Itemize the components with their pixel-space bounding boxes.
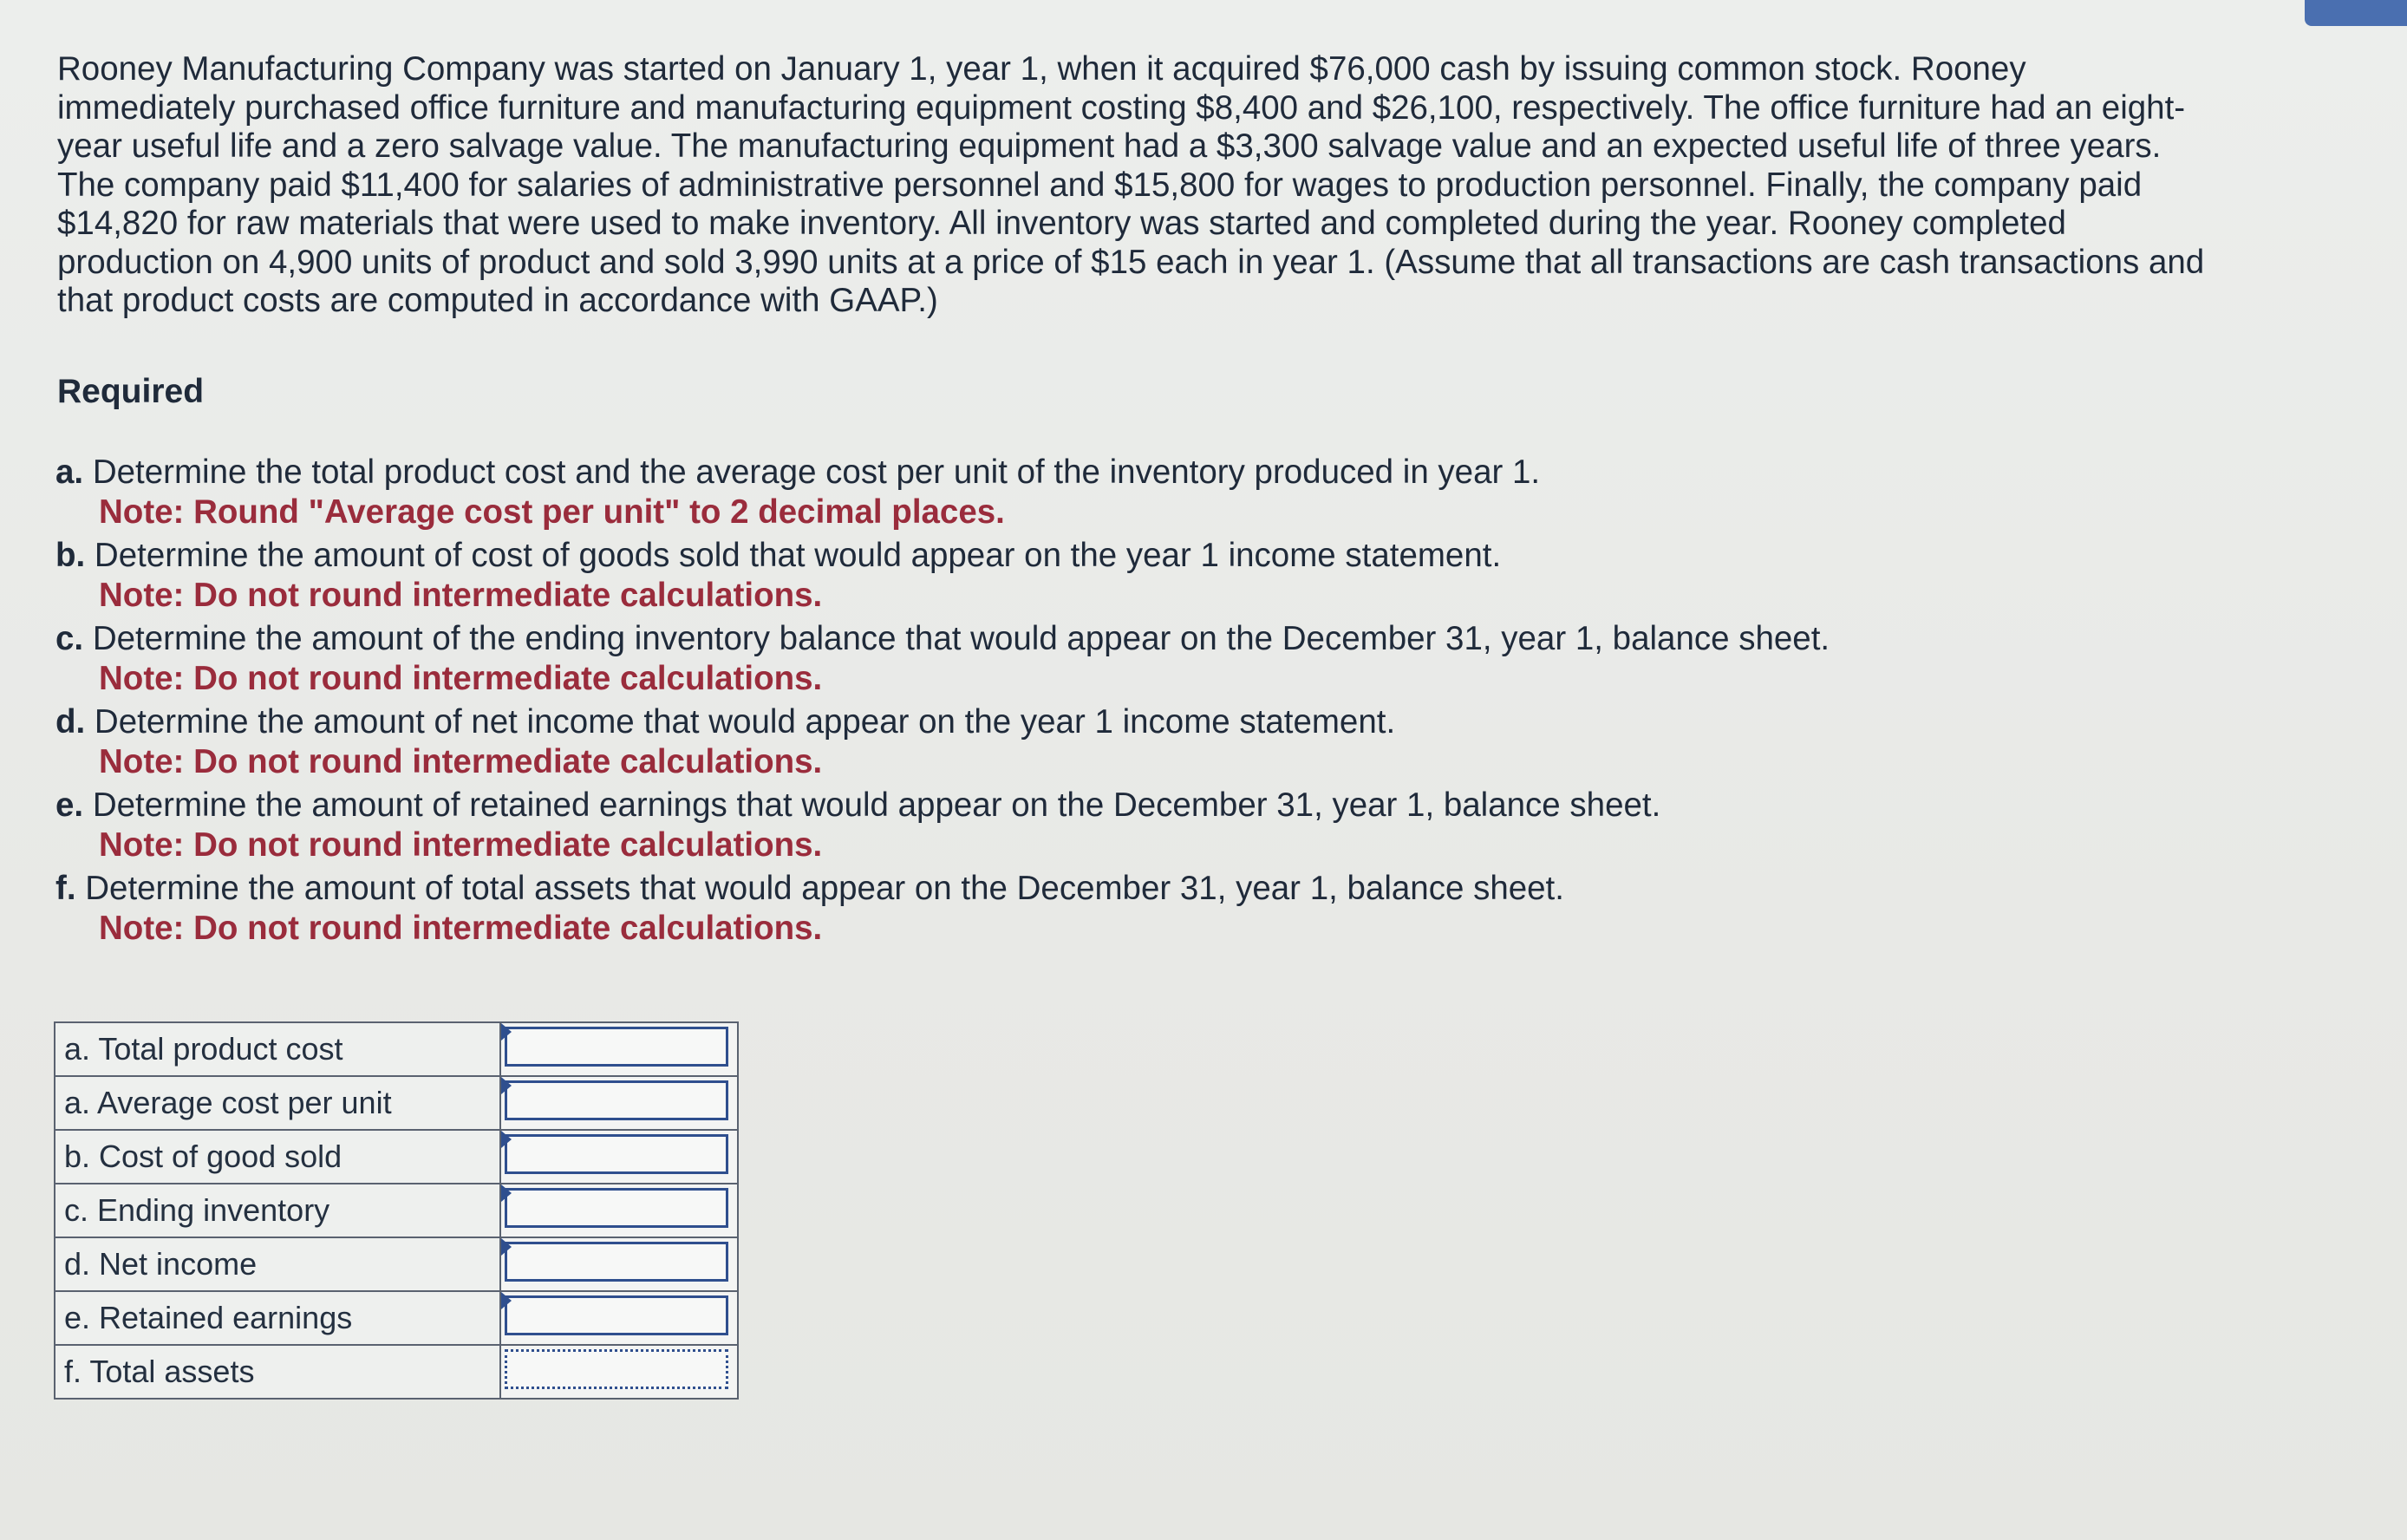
requirement-c	[55, 619, 2136, 702]
requirement-note: Note: Do not round intermediate calculations.	[99, 660, 823, 697]
answer-cell	[500, 1291, 738, 1345]
top-right-check-button[interactable]	[2305, 0, 2407, 26]
flag-icon	[501, 1131, 512, 1148]
row-label: e. Retained earnings	[55, 1291, 500, 1345]
retained-earnings-input[interactable]	[505, 1295, 728, 1335]
row-label: a. Average cost per unit	[55, 1076, 500, 1130]
total-product-cost-input[interactable]	[505, 1027, 728, 1067]
row-label: f. Total assets	[55, 1345, 500, 1399]
requirement-letter: c.	[55, 620, 84, 657]
answer-cell	[500, 1237, 738, 1291]
requirement-letter: b.	[55, 537, 86, 574]
requirement-text: Determine the amount of net income that would appear on the year 1 income statement.	[94, 703, 1396, 741]
average-cost-per-unit-input[interactable]	[505, 1080, 728, 1120]
table-row	[55, 1291, 738, 1345]
requirement-b	[55, 536, 2136, 619]
answer-table	[54, 1021, 739, 1400]
requirement-text: Determine the total product cost and the average cost per unit of the inventory produced in year 1.	[92, 454, 1541, 491]
table-row	[55, 1076, 738, 1130]
row-label: a. Total product cost	[55, 1022, 500, 1076]
flag-icon	[501, 1238, 512, 1256]
flag-icon	[501, 1077, 512, 1094]
row-label: d. Net income	[55, 1237, 500, 1291]
requirement-note: Note: Round "Average cost per unit" to 2 decimal places.	[99, 493, 1005, 531]
flag-icon	[501, 1184, 512, 1202]
table-row	[55, 1345, 738, 1399]
requirement-letter: e.	[55, 786, 84, 824]
requirement-text: Determine the amount of retained earnings that would appear on the December 31, year 1, balance sheet.	[92, 786, 1661, 824]
requirement-text: Determine the amount of cost of goods sold that would appear on the year 1 income statement.	[94, 537, 1502, 574]
requirement-d	[55, 702, 2136, 786]
requirement-note: Note: Do not round intermediate calculations.	[99, 910, 823, 947]
ending-inventory-input[interactable]	[505, 1188, 728, 1228]
problem-statement: Rooney Manufacturing Company was started on January 1, year 1, when it acquired $76,000 cash by issuing common stock. Rooney immediately purchased office furniture and manufacturing equipment costing $8,400 and $26,100, respectively. The office furniture had an eight-year useful life and a zero salvage value. The manufacturing equipment had a $3,300 salvage value and an expected useful life of three years. The company paid $11,400 for salaries of administrative personnel and $15,800 for wages to production personnel. Finally, the company paid $14,820 for raw materials that were used to make inventory. All inventory was started and completed during the year. Rooney completed production on 4,900 units of product and sold 3,990 units at a price of $15 each in year 1. (Assume that all transactions are cash transactions and that product costs are computed in accordance with GAAP.)	[57, 50, 2205, 319]
answer-cell	[500, 1184, 738, 1237]
requirement-text: Determine the amount of total assets that would appear on the December 31, year 1, balance sheet.	[85, 870, 1564, 907]
flag-icon	[501, 1292, 512, 1309]
total-assets-input[interactable]	[505, 1349, 728, 1389]
answer-cell	[500, 1345, 738, 1399]
flag-icon	[501, 1023, 512, 1041]
requirement-text: Determine the amount of the ending inventory balance that would appear on the December 31, year 1, balance sheet.	[92, 620, 1830, 657]
requirement-a	[55, 453, 2136, 536]
requirement-letter: d.	[55, 703, 86, 741]
answer-cell	[500, 1076, 738, 1130]
answer-cell	[500, 1022, 738, 1076]
requirement-note: Note: Do not round intermediate calculations.	[99, 577, 823, 614]
requirement-letter: a.	[55, 454, 84, 491]
answer-cell	[500, 1130, 738, 1184]
table-row	[55, 1022, 738, 1076]
requirements-list	[55, 453, 2136, 952]
requirement-note: Note: Do not round intermediate calculations.	[99, 826, 823, 864]
table-row	[55, 1184, 738, 1237]
net-income-input[interactable]	[505, 1242, 728, 1282]
row-label: c. Ending inventory	[55, 1184, 500, 1237]
table-row	[55, 1237, 738, 1291]
cost-of-goods-sold-input[interactable]	[505, 1134, 728, 1174]
table-row	[55, 1130, 738, 1184]
requirement-f	[55, 869, 2136, 952]
row-label: b. Cost of good sold	[55, 1130, 500, 1184]
requirement-note: Note: Do not round intermediate calculations.	[99, 743, 823, 780]
requirement-e	[55, 786, 2136, 869]
requirement-letter: f.	[55, 870, 76, 907]
required-heading: Required	[57, 373, 205, 410]
